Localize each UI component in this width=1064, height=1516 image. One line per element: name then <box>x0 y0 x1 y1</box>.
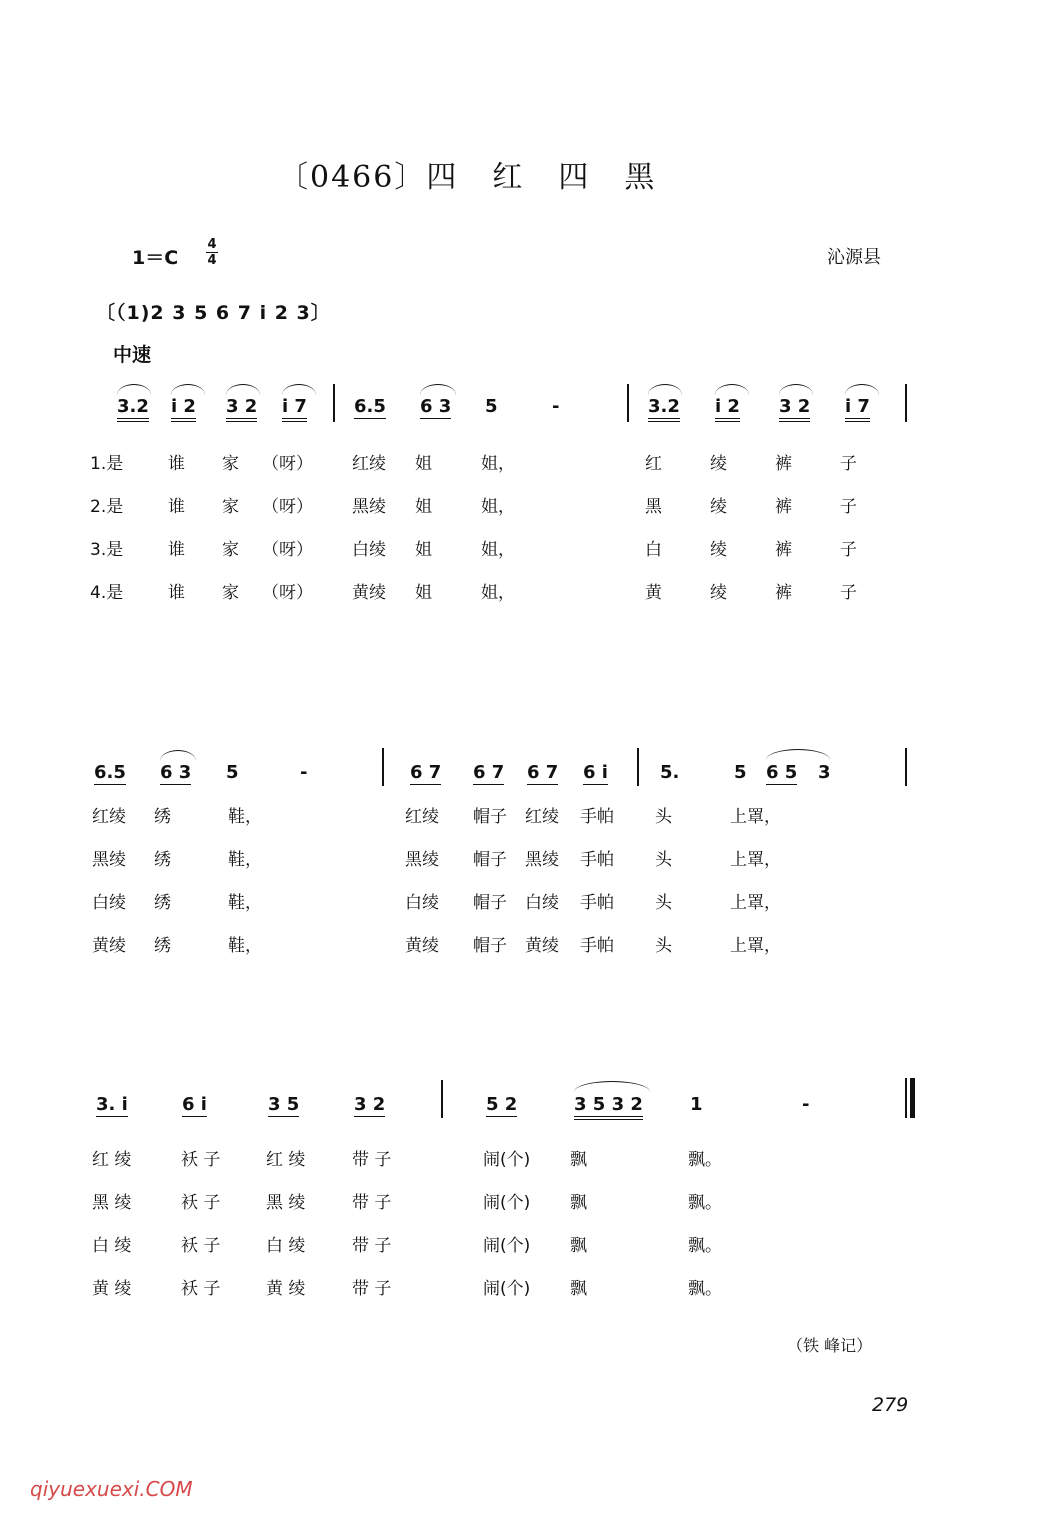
lyric-word: 黄绫 <box>352 583 386 603</box>
lyric-word: 白绫 <box>405 893 439 913</box>
title-char: 黑 <box>624 160 657 195</box>
lyric-word: 白绫 <box>92 893 126 913</box>
note: 3.2 <box>648 396 680 422</box>
note: 6 7 <box>527 762 559 783</box>
transcriber-credit: （铁 峰记） <box>787 1336 873 1355</box>
lyric-word: 姐， <box>481 540 515 560</box>
note: 6.5 <box>354 396 386 417</box>
lyric-word: 带 子 <box>352 1193 392 1213</box>
lyric-word: 黄绫 <box>405 936 439 956</box>
song-title <box>278 152 690 196</box>
lyric-word: 闹(个) <box>483 1150 531 1170</box>
lyric-word: 飘。 <box>688 1193 722 1213</box>
note: 6.5 <box>94 762 126 783</box>
note: 3 2 <box>354 1094 386 1115</box>
barline <box>382 748 384 786</box>
slur <box>648 384 682 395</box>
lyric-word: （呀） <box>262 583 313 603</box>
lyric-word: 黄绫 <box>525 936 559 956</box>
lyric-word: 绫 <box>710 497 727 517</box>
lyric-word: 姐， <box>481 454 515 474</box>
lyric-word: 子 <box>840 454 857 474</box>
lyric-word: 红绫 <box>525 807 559 827</box>
note: 6 i <box>583 762 608 783</box>
note: 3 5 3 2 <box>574 1094 643 1120</box>
lyric-word: 裤 <box>775 540 792 560</box>
barline <box>627 384 629 422</box>
note: 6 7 <box>410 762 442 783</box>
page-number: 279 <box>872 1394 909 1416</box>
lyric-word: 白绫 <box>352 540 386 560</box>
note: 5 2 <box>486 1094 518 1115</box>
slur <box>420 384 456 395</box>
lyric-word: 鞋， <box>228 893 262 913</box>
lyric-word: 黑绫 <box>525 850 559 870</box>
lyric-word: 带 子 <box>352 1279 392 1299</box>
lyric-word: 飘。 <box>688 1150 722 1170</box>
lyric-word: 家 <box>222 540 239 560</box>
lyric-word: 飘。 <box>688 1279 722 1299</box>
lyric-word: 红 绫 <box>92 1150 132 1170</box>
lyric-word: （呀） <box>262 497 313 517</box>
note: 3 2 <box>779 396 810 422</box>
lyric-word: 3.是 <box>90 540 124 560</box>
lyric-word: 裤 <box>775 583 792 603</box>
lyric-word: 黑绫 <box>352 497 386 517</box>
title-char: 红 <box>492 160 525 195</box>
note: - <box>552 396 560 417</box>
slur <box>282 384 316 395</box>
slur <box>845 384 879 395</box>
note: 5. <box>660 762 680 783</box>
slur <box>574 1081 650 1092</box>
lyric-word: 绣 <box>154 807 171 827</box>
lyric-word: 头 <box>655 893 672 913</box>
lyric-word: 袄 子 <box>181 1193 221 1213</box>
lyric-word: 手帕 <box>580 936 614 956</box>
intro-line: 〔（1)2 3 5 6 7 i 2 3〕 <box>96 302 331 324</box>
lyric-word: 黑绫 <box>405 850 439 870</box>
lyric-word: 红 绫 <box>266 1150 306 1170</box>
lyric-word: 袄 子 <box>181 1236 221 1256</box>
lyric-word: 带 子 <box>352 1236 392 1256</box>
lyric-word: 红绫 <box>352 454 386 474</box>
lyric-word: 2.是 <box>90 497 124 517</box>
lyric-word: 黄 绫 <box>92 1279 132 1299</box>
time-signature <box>206 238 218 267</box>
lyric-word: 帽子 <box>473 936 507 956</box>
time-sig-top: 4 <box>207 237 217 252</box>
barline <box>905 384 907 422</box>
lyric-word: 飘。 <box>688 1236 722 1256</box>
lyric-word: 黑 绫 <box>266 1193 306 1213</box>
lyric-word: 头 <box>655 807 672 827</box>
lyric-word: 姐， <box>481 583 515 603</box>
note: 5 <box>226 762 239 783</box>
lyric-word: 闹(个) <box>483 1279 531 1299</box>
lyric-word: 上罩， <box>730 893 781 913</box>
final-barline-thin <box>905 1078 907 1118</box>
lyric-word: 白 绫 <box>266 1236 306 1256</box>
lyric-word: 帽子 <box>473 807 507 827</box>
lyric-word: 红 <box>645 454 662 474</box>
lyric-word: （呀） <box>262 540 313 560</box>
lyric-word: 黑绫 <box>92 850 126 870</box>
lyric-word: 飘 <box>570 1193 587 1213</box>
lyric-word: 黄绫 <box>92 936 126 956</box>
barline <box>333 384 335 422</box>
note: i 2 <box>171 396 196 422</box>
final-barline-thick <box>910 1078 915 1118</box>
time-sig-bottom: 4 <box>207 253 217 268</box>
lyric-word: 帽子 <box>473 893 507 913</box>
lyric-word: 4.是 <box>90 583 124 603</box>
slur <box>766 749 830 760</box>
lyric-word: 上罩， <box>730 850 781 870</box>
lyric-word: 飘 <box>570 1150 587 1170</box>
lyric-word: 家 <box>222 583 239 603</box>
lyric-word: 上罩， <box>730 936 781 956</box>
note: 5 <box>734 762 747 783</box>
lyric-word: 裤 <box>775 454 792 474</box>
note: 6 7 <box>473 762 505 783</box>
barline <box>905 748 907 786</box>
lyric-word: 子 <box>840 583 857 603</box>
tempo-marking: 中速 <box>113 344 152 366</box>
note: 6 3 <box>160 762 192 783</box>
title-number: 〔0466〕 <box>278 160 427 195</box>
barline <box>441 1080 443 1118</box>
note: - <box>300 762 308 783</box>
lyric-word: 绫 <box>710 583 727 603</box>
lyric-word: 绫 <box>710 540 727 560</box>
note: i 7 <box>845 396 870 422</box>
lyric-word: 绣 <box>154 893 171 913</box>
lyric-word: 姐， <box>481 497 515 517</box>
lyric-word: 姐 <box>415 540 432 560</box>
note: i 2 <box>715 396 740 422</box>
lyric-word: 手帕 <box>580 850 614 870</box>
lyric-word: 1.是 <box>90 454 124 474</box>
title-char: 四 <box>426 160 459 195</box>
lyric-word: 黑 <box>645 497 662 517</box>
lyric-word: 手帕 <box>580 807 614 827</box>
lyric-word: 闹(个) <box>483 1236 531 1256</box>
lyric-word: 姐 <box>415 583 432 603</box>
lyric-word: 白绫 <box>525 893 559 913</box>
key-signature: 1＝C <box>132 247 179 269</box>
lyric-word: 头 <box>655 850 672 870</box>
note: i 7 <box>282 396 307 422</box>
watermark: qiyuexuexi.COM <box>30 1477 193 1501</box>
lyric-word: 白 绫 <box>92 1236 132 1256</box>
lyric-word: 绣 <box>154 936 171 956</box>
lyric-word: 黑 绫 <box>92 1193 132 1213</box>
lyric-word: 鞋， <box>228 807 262 827</box>
lyric-word: 家 <box>222 454 239 474</box>
lyric-word: 手帕 <box>580 893 614 913</box>
lyric-word: 鞋， <box>228 850 262 870</box>
lyric-word: 闹(个) <box>483 1193 531 1213</box>
slur <box>715 384 749 395</box>
slur <box>117 384 151 395</box>
lyric-word: 谁 <box>168 583 185 603</box>
lyric-word: 谁 <box>168 497 185 517</box>
lyric-word: 谁 <box>168 540 185 560</box>
lyric-word: 头 <box>655 936 672 956</box>
lyric-word: 绫 <box>710 454 727 474</box>
lyric-word: 上罩， <box>730 807 781 827</box>
lyric-word: 飘 <box>570 1279 587 1299</box>
lyric-word: 袄 子 <box>181 1279 221 1299</box>
lyric-word: 裤 <box>775 497 792 517</box>
slur <box>779 384 813 395</box>
note: - <box>802 1094 810 1115</box>
lyric-word: 子 <box>840 497 857 517</box>
lyric-word: （呀） <box>262 454 313 474</box>
lyric-word: 白 <box>645 540 662 560</box>
note: 3 2 <box>226 396 257 422</box>
lyric-word: 红绫 <box>92 807 126 827</box>
note: 6 i <box>182 1094 207 1115</box>
lyric-word: 黄 <box>645 583 662 603</box>
note: 3.2 <box>117 396 149 422</box>
title-char: 四 <box>558 160 591 195</box>
note: 6 3 <box>420 396 452 417</box>
lyric-word: 谁 <box>168 454 185 474</box>
lyric-word: 袄 子 <box>181 1150 221 1170</box>
note: 3. i <box>96 1094 128 1115</box>
slur <box>171 384 205 395</box>
lyric-word: 子 <box>840 540 857 560</box>
lyric-word: 姐 <box>415 454 432 474</box>
barline <box>637 748 639 786</box>
lyric-word: 家 <box>222 497 239 517</box>
region-label: 沁源县 <box>827 247 881 268</box>
note: 6 5 <box>766 762 798 783</box>
lyric-word: 绣 <box>154 850 171 870</box>
lyric-word: 帽子 <box>473 850 507 870</box>
lyric-word: 鞋， <box>228 936 262 956</box>
note: 5 <box>485 396 498 417</box>
note: 1 <box>690 1094 703 1115</box>
slur <box>160 750 196 761</box>
lyric-word: 红绫 <box>405 807 439 827</box>
lyric-word: 带 子 <box>352 1150 392 1170</box>
note: 3 <box>818 762 831 783</box>
slur <box>226 384 260 395</box>
lyric-word: 姐 <box>415 497 432 517</box>
lyric-word: 飘 <box>570 1236 587 1256</box>
note: 3 5 <box>268 1094 300 1115</box>
lyric-word: 黄 绫 <box>266 1279 306 1299</box>
